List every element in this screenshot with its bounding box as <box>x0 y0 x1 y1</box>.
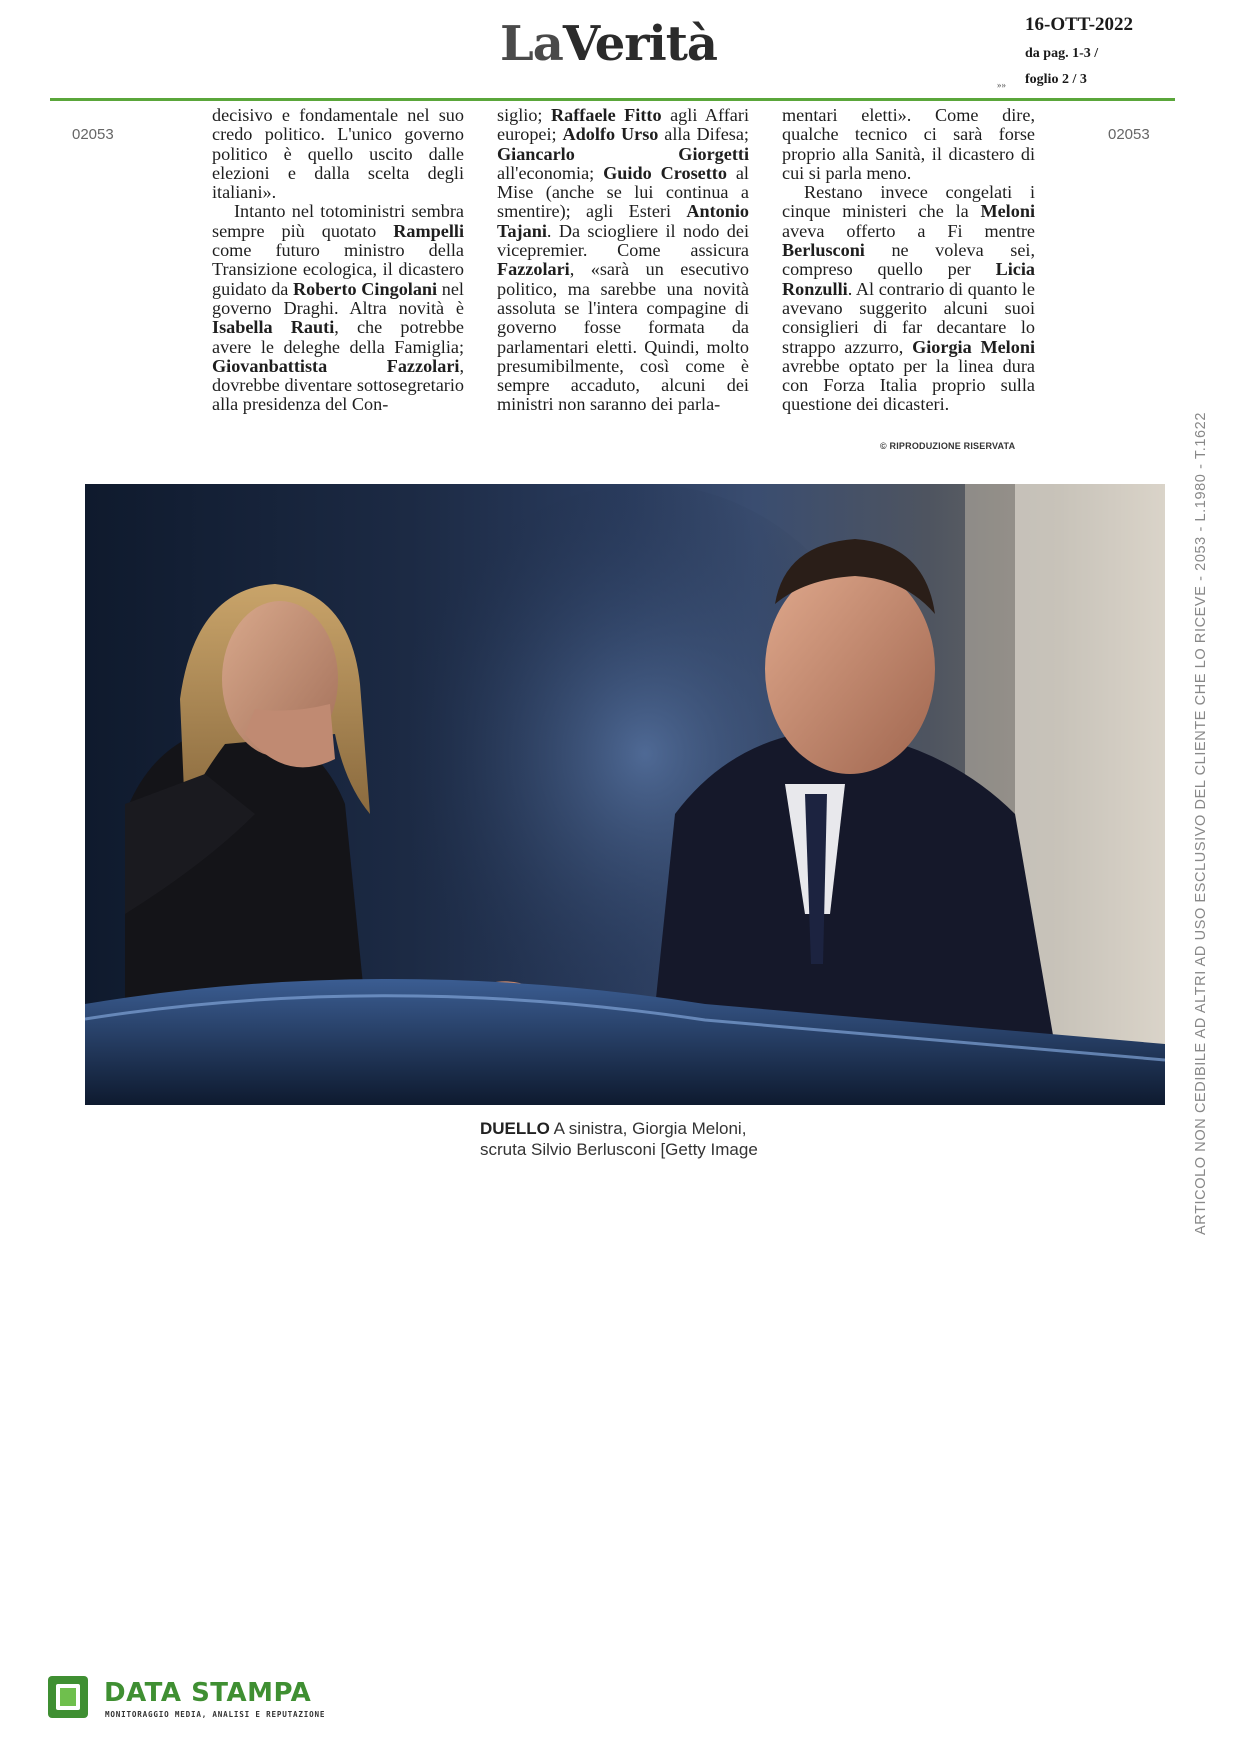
article-paragraph: Restano invece congelati i cinque ministeri che la Meloni aveva offerto a Fi mentre Berlusconi ne voleva sei, compreso quello per Licia Ronzulli. Al contrario di quanto le avevano suggerito alcuni suoi consiglieri di far decantare lo strappo azzurro, Giorgia Meloni avrebbe optato per la linea dura con Forza Italia proprio sulla questione dei dicasteri. <box>782 182 1035 415</box>
article-column-3 <box>782 106 1035 415</box>
article-paragraph: Intanto nel totoministri sembra sempre più quotato Rampelli come futuro ministro della Transizione ecologica, il dicastero guidato da Roberto Cingolani nel governo Draghi. Altra novità è Isabella Rauti, che potrebbe avere le deleghe della Famiglia; Giovanbattista Fazzolari, dovrebbe diventare sottosegretario alla presidenza del Con- <box>212 201 465 415</box>
continuation-arrow-icon: »» <box>997 80 1006 90</box>
issue-date: 16-OTT-2022 <box>1025 14 1134 35</box>
caption-line-2: scruta Silvio Berlusconi [Getty Image <box>480 1140 758 1159</box>
client-code-left: 02053 <box>72 126 114 143</box>
page-range: da pag. 1-3 / <box>1025 46 1099 61</box>
sheet-number: foglio 2 / 3 <box>1025 72 1087 87</box>
issue-meta <box>997 14 1134 90</box>
caption-label: DUELLO <box>480 1119 550 1138</box>
data-stampa-logo-icon <box>48 1676 88 1718</box>
article-paragraph: siglio; Raffaele Fitto agli Affari europei; Adolfo Urso alla Difesa; Giancarlo Giorgetti all'economia; Guido Crosetto al Mise (anche se lui continua a smentire); agli Esteri Antonio Tajani. Da sciogliere il nodo dei vicepremier. Come assicura Fazzolari, «sarà un esecutivo politico, ma sarebbe una novità assoluta se l'intera compagine di governo fosse formata da parlamentari eletti. Quindi, molto presumibilmente, così come è sempre accaduto, alcuni dei ministri non saranno dei parla- <box>497 105 749 415</box>
article-paragraph: decisivo e fondamentale nel suo credo politico. L'unico governo politico è quello uscito dalle elezioni e dalla scelta degli italiani». <box>212 105 464 203</box>
caption-line-1: A sinistra, Giorgia Meloni, <box>549 1119 747 1138</box>
article-photo <box>85 484 1165 1105</box>
masthead-verita: Verità <box>562 16 718 72</box>
masthead-logo <box>500 16 717 72</box>
article-column-1 <box>212 106 464 415</box>
client-code-right: 02053 <box>1108 126 1150 143</box>
masthead-la: La <box>500 16 563 72</box>
photo-caption <box>480 1118 758 1160</box>
header-rule <box>50 98 1175 101</box>
reproduction-notice: © RIPRODUZIONE RISERVATA <box>880 441 1016 451</box>
article-paragraph: mentari eletti». Come dire, qualche tecnico ci sarà forse proprio alla Sanità, il dicastero di cui si parla meno. <box>782 105 1035 183</box>
brand-tagline: MONITORAGGIO MEDIA, ANALISI E REPUTAZIONE <box>105 1710 326 1719</box>
license-side-text: ARTICOLO NON CEDIBILE AD ALTRI AD USO ESCLUSIVO DEL CLIENTE CHE LO RICEVE - 2053 - L.1980 - T.1622 <box>1193 411 1209 1235</box>
brand-name: DATA STAMPA <box>104 1678 312 1708</box>
article-column-2 <box>497 106 749 415</box>
